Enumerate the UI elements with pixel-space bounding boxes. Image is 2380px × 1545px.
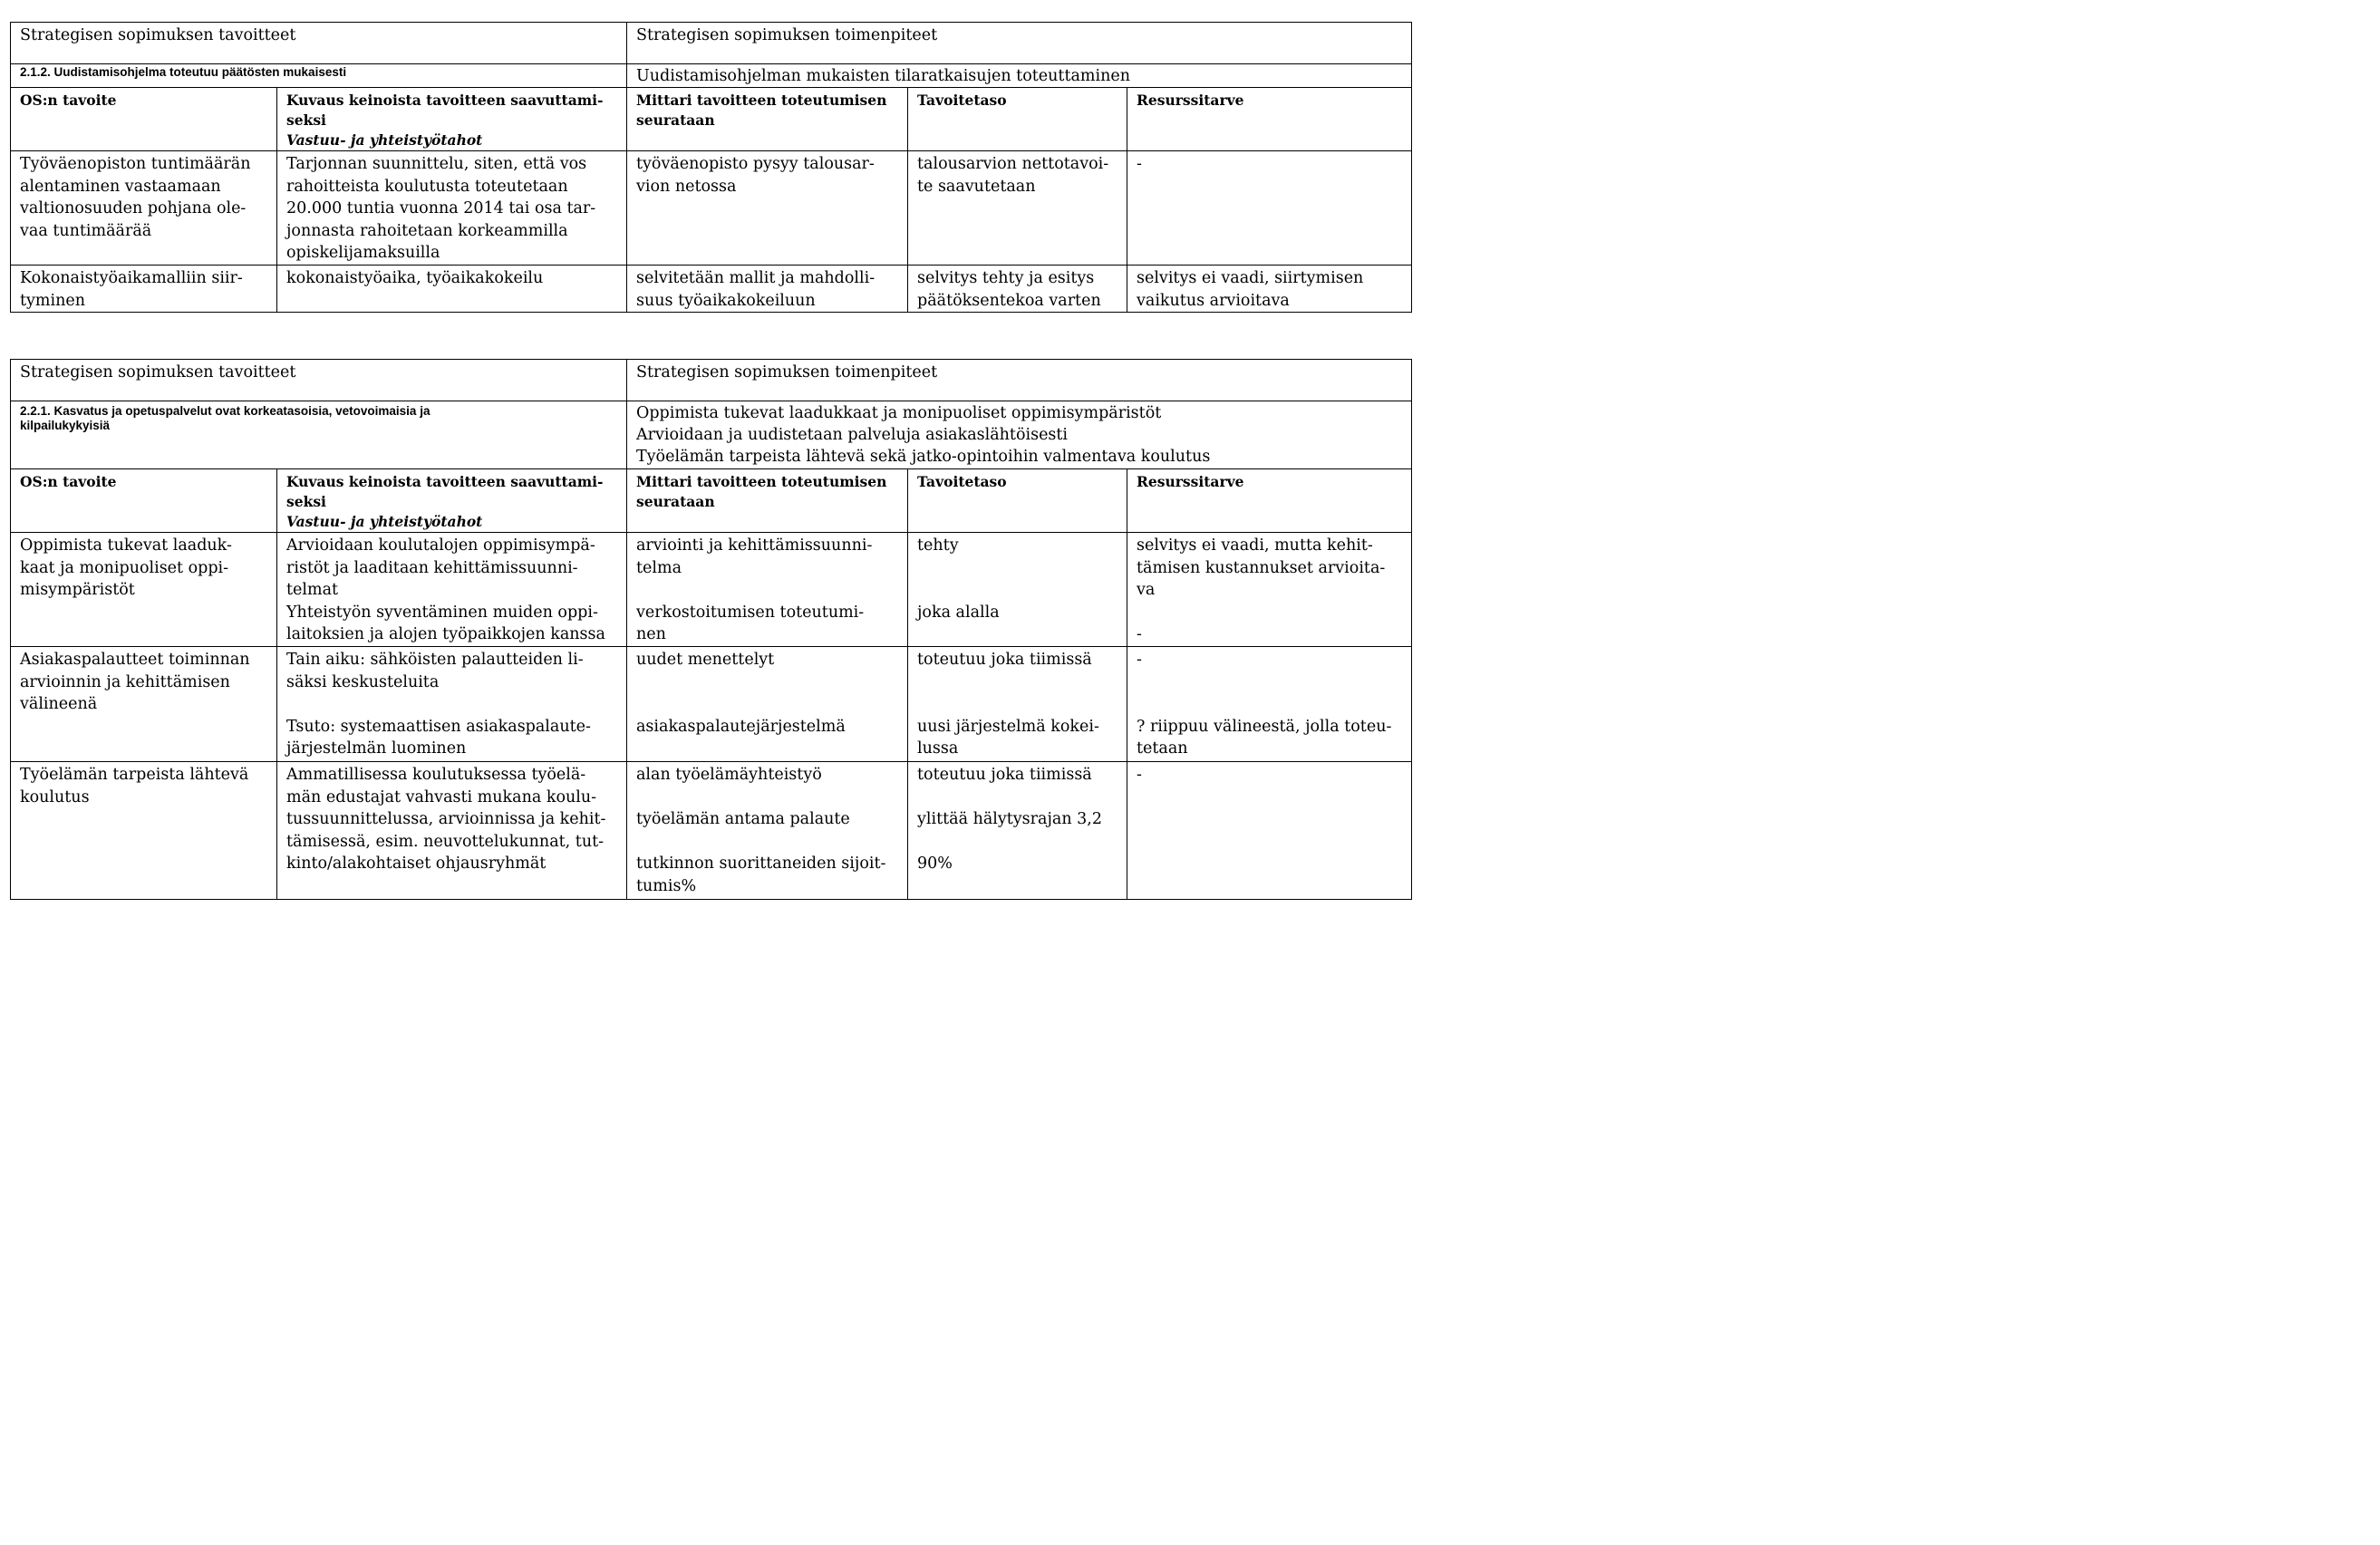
table-row xyxy=(11,266,1412,313)
col-header-goal: OS:n tavoite xyxy=(11,88,277,151)
cell-means: Arvioidaan koulutalojen oppimisympä- ristöt ja laaditaan kehittämissuunni- telmat Yhteistyön syventäminen muiden oppi- laitoksien ja alojen työpaikkojen kanssa xyxy=(277,533,627,647)
table-left-header: Strategisen sopimuksen tavoitteet xyxy=(11,23,627,64)
cell-goal: Asiakaspalautteet toiminnan arvioinnin ja kehittämisen välineenä xyxy=(11,647,277,762)
cell-goal: Kokonaistyöaikamalliin siir- tyminen xyxy=(11,266,277,313)
col-header-means xyxy=(277,88,627,151)
col-header-target: Tavoitetaso xyxy=(908,469,1127,533)
cell-target: selvitys tehty ja esitys päätöksentekoa varten xyxy=(908,266,1127,313)
table-row xyxy=(11,762,1412,900)
cell-goal: Työväenopiston tuntimäärän alentaminen vastaamaan valtionosuuden pohjana ole- vaa tuntimäärää xyxy=(11,151,277,266)
section-goal-title: 2.2.1. Kasvatus ja opetuspalvelut ovat korkeatasoisia, vetovoimaisia ja kilpailukykyisiä xyxy=(11,401,627,469)
cell-resource: selvitys ei vaadi, siirtymisen vaikutus arvioitava xyxy=(1127,266,1412,313)
cell-means: Tarjonnan suunnittelu, siten, että vos rahoitteista koulutusta toteutetaan 20.000 tuntia vuonna 2014 tai osa tar- jonnasta rahoitetaan korkeammilla opiskelijamaksuilla xyxy=(277,151,627,266)
cell-target: toteutuu joka tiimissä uusi järjestelmä kokei- lussa xyxy=(908,647,1127,762)
cell-goal: Työelämän tarpeista lähtevä koulutus xyxy=(11,762,277,900)
col-header-target: Tavoitetaso xyxy=(908,88,1127,151)
col-header-means-label: Kuvaus keinoista tavoitteen saavuttami- seksi xyxy=(286,92,604,129)
col-header-resource: Resurssitarve xyxy=(1127,469,1412,533)
cell-means: kokonaistyöaika, työaikakokeilu xyxy=(277,266,627,313)
cell-metric: uudet menettelyt asiakaspalautejärjestelmä xyxy=(627,647,908,762)
table-right-header: Strategisen sopimuksen toimenpiteet xyxy=(627,23,1412,64)
col-header-means-label: Kuvaus keinoista tavoitteen saavuttami- seksi xyxy=(286,473,604,510)
cell-means: Tain aiku: sähköisten palautteiden li- säksi keskusteluita Tsuto: systemaattisen asiakaspalaute- järjestelmän luominen xyxy=(277,647,627,762)
cell-metric: alan työelämäyhteistyö työelämän antama palaute tutkinnon suorittaneiden sijoit- tumis% xyxy=(627,762,908,900)
col-header-means-sub: Vastuu- ja yhteistyötahot xyxy=(286,131,483,149)
cell-resource: - xyxy=(1127,151,1412,266)
cell-metric: työväenopisto pysyy talousar- vion netossa xyxy=(627,151,908,266)
table-row xyxy=(11,151,1412,266)
table-row xyxy=(11,533,1412,647)
cell-metric: selvitetään mallit ja mahdolli- suus työaikakokeiluun xyxy=(627,266,908,313)
col-header-goal: OS:n tavoite xyxy=(11,469,277,533)
cell-resource: - xyxy=(1127,762,1412,900)
col-header-metric: Mittari tavoitteen toteutumisen seurataan xyxy=(627,469,908,533)
cell-target: talousarvion nettotavoi- te saavutetaan xyxy=(908,151,1127,266)
cell-resource: - ? riippuu välineestä, jolla toteu- tetaan xyxy=(1127,647,1412,762)
table-left-header: Strategisen sopimuksen tavoitteet xyxy=(11,360,627,401)
cell-target: tehty joka alalla xyxy=(908,533,1127,647)
strategy-table-2 xyxy=(10,359,1412,900)
cell-target: toteutuu joka tiimissä ylittää hälytysrajan 3,2 90% xyxy=(908,762,1127,900)
table-row xyxy=(11,647,1412,762)
col-header-resource: Resurssitarve xyxy=(1127,88,1412,151)
col-header-metric: Mittari tavoitteen toteutumisen seurataan xyxy=(627,88,908,151)
cell-resource: selvitys ei vaadi, mutta kehit- tämisen kustannukset arvioita- va - xyxy=(1127,533,1412,647)
col-header-means-sub: Vastuu- ja yhteistyötahot xyxy=(286,513,483,530)
table-right-header: Strategisen sopimuksen toimenpiteet xyxy=(627,360,1412,401)
col-header-means xyxy=(277,469,627,533)
cell-metric: arviointi ja kehittämissuunni- telma verkostoitumisen toteutumi- nen xyxy=(627,533,908,647)
section-action-text: Uudistamisohjelman mukaisten tilaratkaisujen toteuttaminen xyxy=(627,64,1412,88)
strategy-table-1 xyxy=(10,22,1412,313)
cell-goal: Oppimista tukevat laaduk- kaat ja monipuoliset oppi- misympäristöt xyxy=(11,533,277,647)
section-action-text: Oppimista tukevat laadukkaat ja monipuoliset oppimisympäristöt Arvioidaan ja uudistetaan palveluja asiakaslähtöisesti Työelämän tarpeista lähtevä sekä jatko-opintoihin valmentava koulutus xyxy=(627,401,1412,469)
section-goal-title: 2.1.2. Uudistamisohjelma toteutuu päätösten mukaisesti xyxy=(11,64,627,88)
cell-means: Ammatillisessa koulutuksessa työelä- män edustajat vahvasti mukana koulu- tussuunnittelussa, arvioinnissa ja kehit- tämisessä, esim. neuvottelukunnat, tut- kinto/alakohtaiset ohjausryhmät xyxy=(277,762,627,900)
